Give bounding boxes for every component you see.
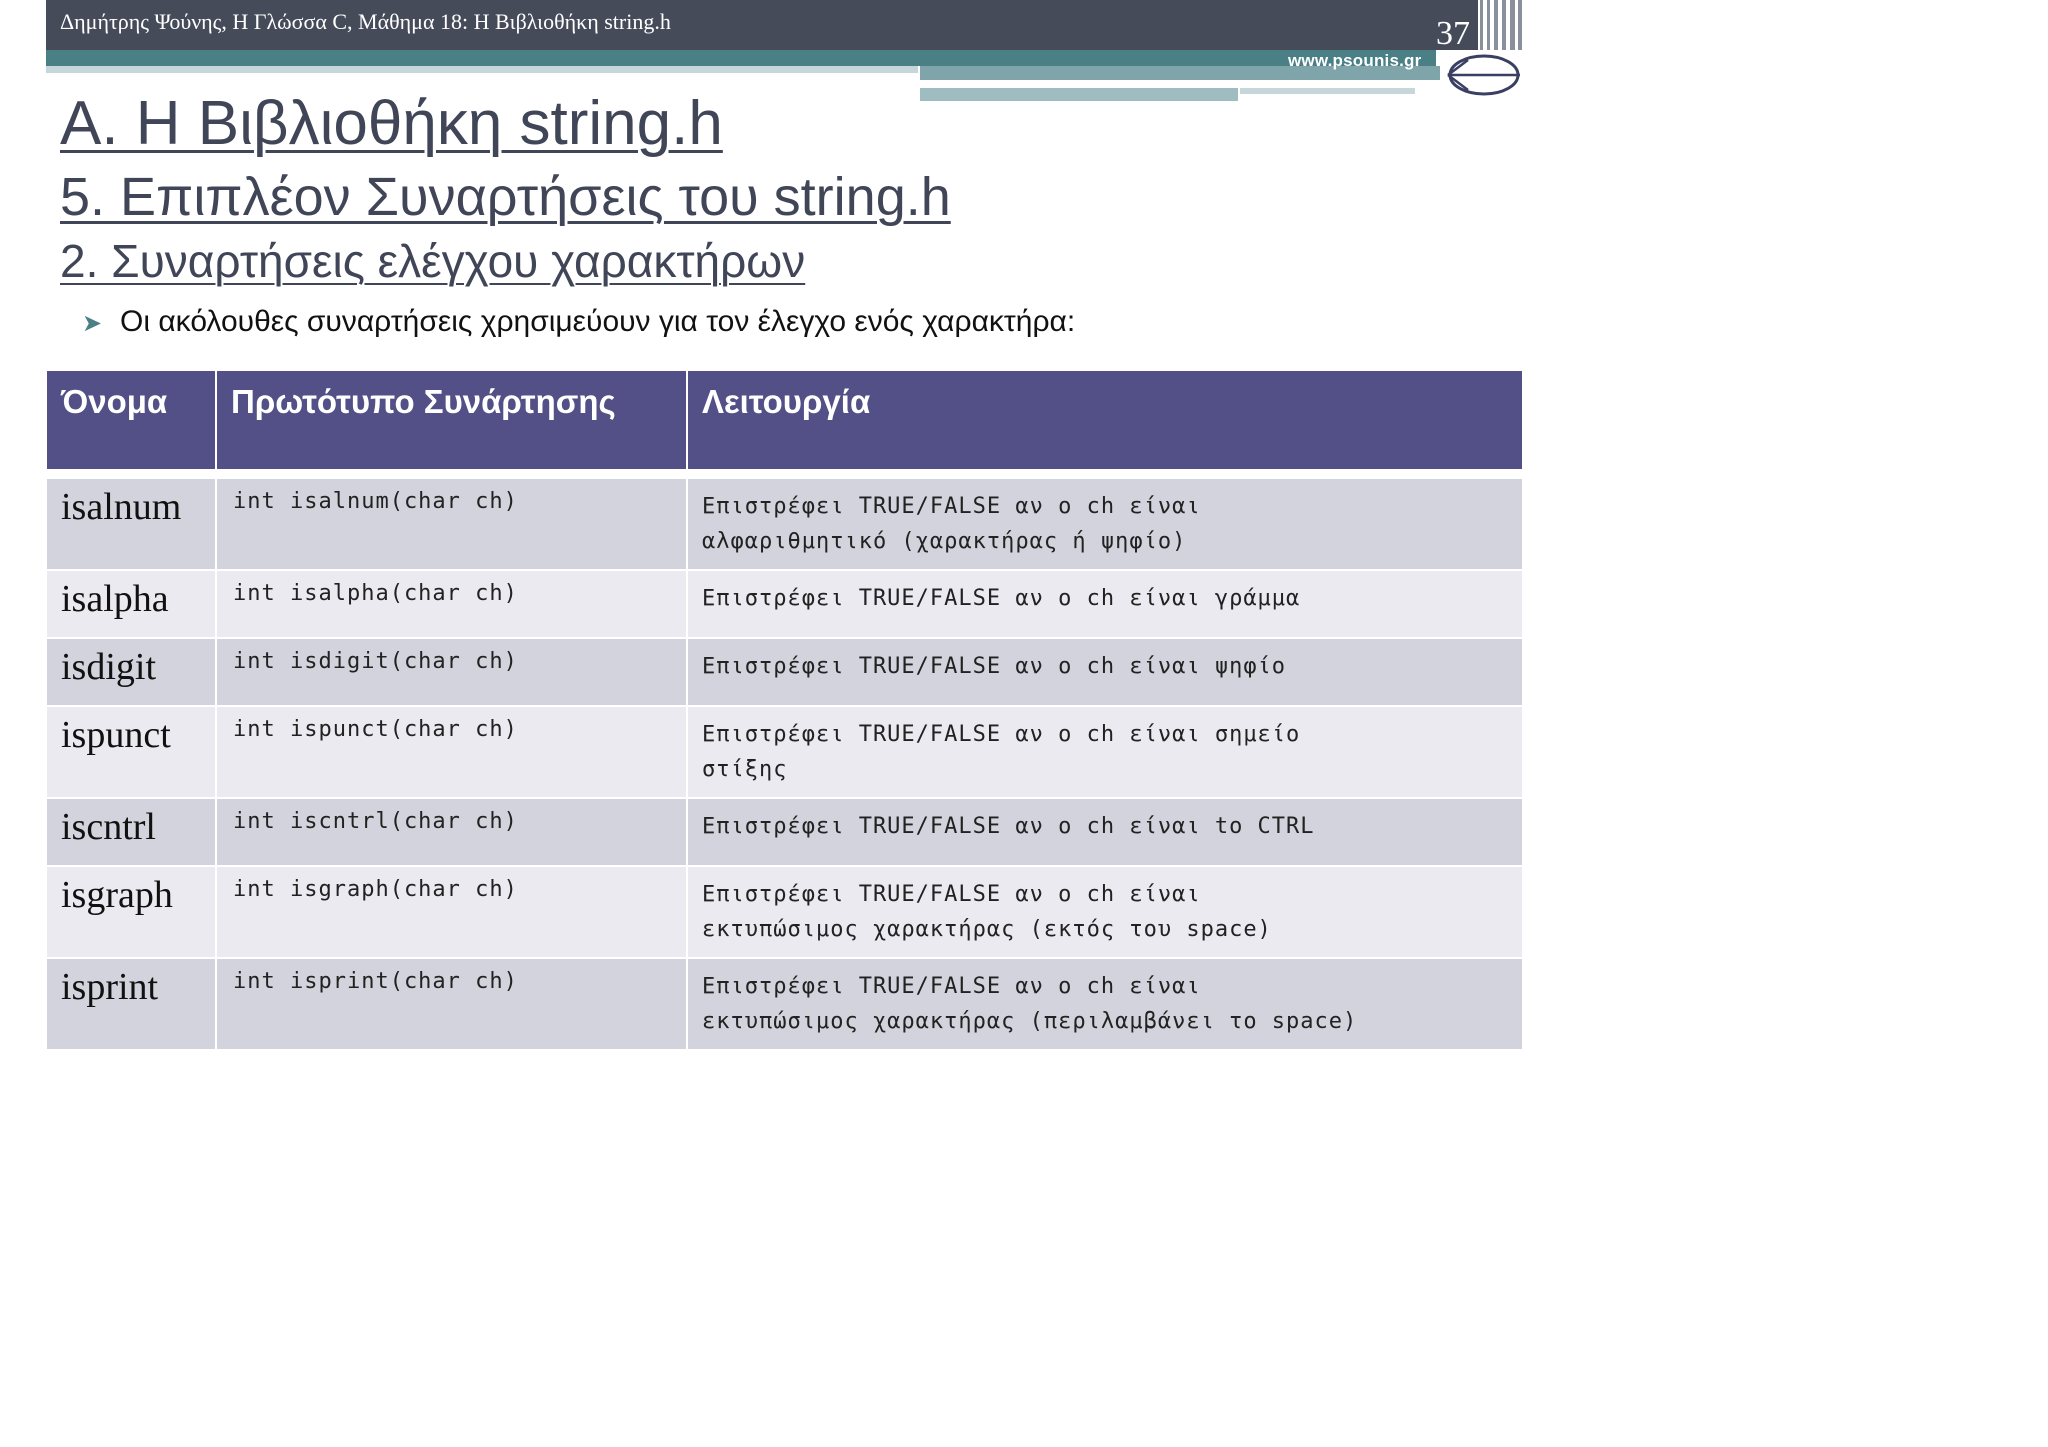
table-row	[46, 958, 1523, 1050]
header-light-band-tertiary	[1240, 88, 1415, 94]
header-light-band-secondary	[920, 88, 1238, 101]
header-separator	[46, 470, 1523, 478]
function-prototype: int isgraph(char ch)	[216, 866, 687, 958]
main-title: Α. Η Βιβλιοθήκη string.h	[60, 89, 723, 158]
description-line-1: Επιστρέφει TRUE/FALSE αν ο ch είναι to CTRL	[702, 814, 1315, 839]
description-line-1: Επιστρέφει TRUE/FALSE αν ο ch είναι γράμμα	[702, 586, 1301, 611]
function-description	[687, 798, 1523, 866]
header-teal-band	[46, 50, 1436, 66]
function-name: isprint	[46, 958, 216, 1050]
function-description	[687, 570, 1523, 638]
description-line-1: Επιστρέφει TRUE/FALSE αν ο ch είναι	[702, 494, 1201, 519]
header-light-band	[46, 66, 918, 73]
column-header-prototype: Πρωτότυπο Συνάρτησης	[216, 370, 687, 470]
function-description	[687, 866, 1523, 958]
function-name: ispunct	[46, 706, 216, 798]
bullet-text: Οι ακόλουθες συναρτήσεις χρησιμεύουν για τον έλεγχο ενός χαρακτήρα:	[120, 305, 1076, 338]
function-name: isalnum	[46, 478, 216, 570]
course-line: Δημήτρης Ψούνης, Η Γλώσσα C, Μάθημα 18: Η Βιβλιοθήκη string.h	[60, 9, 671, 34]
column-header-function: Λειτουργία	[687, 370, 1523, 470]
function-description	[687, 478, 1523, 570]
psounis-logo-icon	[1438, 52, 1522, 98]
description-line-2: εκτυπώσιμος χαρακτήρας (εκτός του space)	[702, 917, 1272, 942]
function-prototype: int isdigit(char ch)	[216, 638, 687, 706]
function-name: isalpha	[46, 570, 216, 638]
description-line-1: Επιστρέφει TRUE/FALSE αν ο ch είναι ψηφίο	[702, 654, 1287, 679]
function-prototype: int isalpha(char ch)	[216, 570, 687, 638]
table-row	[46, 706, 1523, 798]
function-description	[687, 958, 1523, 1050]
function-prototype: int isalnum(char ch)	[216, 478, 687, 570]
function-description	[687, 706, 1523, 798]
table-row	[46, 866, 1523, 958]
description-line-1: Επιστρέφει TRUE/FALSE αν ο ch είναι σημείο	[702, 722, 1301, 747]
arrow-bullet-icon: ➤	[82, 310, 103, 337]
function-prototype: int isprint(char ch)	[216, 958, 687, 1050]
table-header-row	[46, 370, 1523, 470]
function-prototype: int iscntrl(char ch)	[216, 798, 687, 866]
table-row	[46, 570, 1523, 638]
table-row	[46, 798, 1523, 866]
website-label: www.psounis.gr	[1288, 51, 1422, 70]
bullet-item	[82, 305, 1075, 339]
description-line-1: Επιστρέφει TRUE/FALSE αν ο ch είναι	[702, 882, 1201, 907]
stripes-decoration-icon	[1478, 0, 1524, 50]
subsection-title: 2. Συναρτήσεις ελέγχου χαρακτήρων	[60, 235, 806, 287]
description-line-2: εκτυπώσιμος χαρακτήρας (περιλαμβάνει το space)	[702, 1009, 1358, 1034]
functions-table	[45, 369, 1524, 1051]
function-description	[687, 638, 1523, 706]
description-line-2: στίξης	[702, 757, 788, 782]
table-row	[46, 478, 1523, 570]
description-line-1: Επιστρέφει TRUE/FALSE αν ο ch είναι	[702, 974, 1201, 999]
table-row	[46, 638, 1523, 706]
function-name: iscntrl	[46, 798, 216, 866]
column-header-name: Όνομα	[46, 370, 216, 470]
function-prototype: int ispunct(char ch)	[216, 706, 687, 798]
function-name: isgraph	[46, 866, 216, 958]
header-separator-cell	[46, 470, 1523, 478]
page-number: 37	[1436, 15, 1470, 52]
section-title: 5. Επιπλέον Συναρτήσεις του string.h	[60, 167, 951, 227]
description-line-2: αλφαριθμητικό (χαρακτήρας ή ψηφίο)	[702, 529, 1187, 554]
function-name: isdigit	[46, 638, 216, 706]
